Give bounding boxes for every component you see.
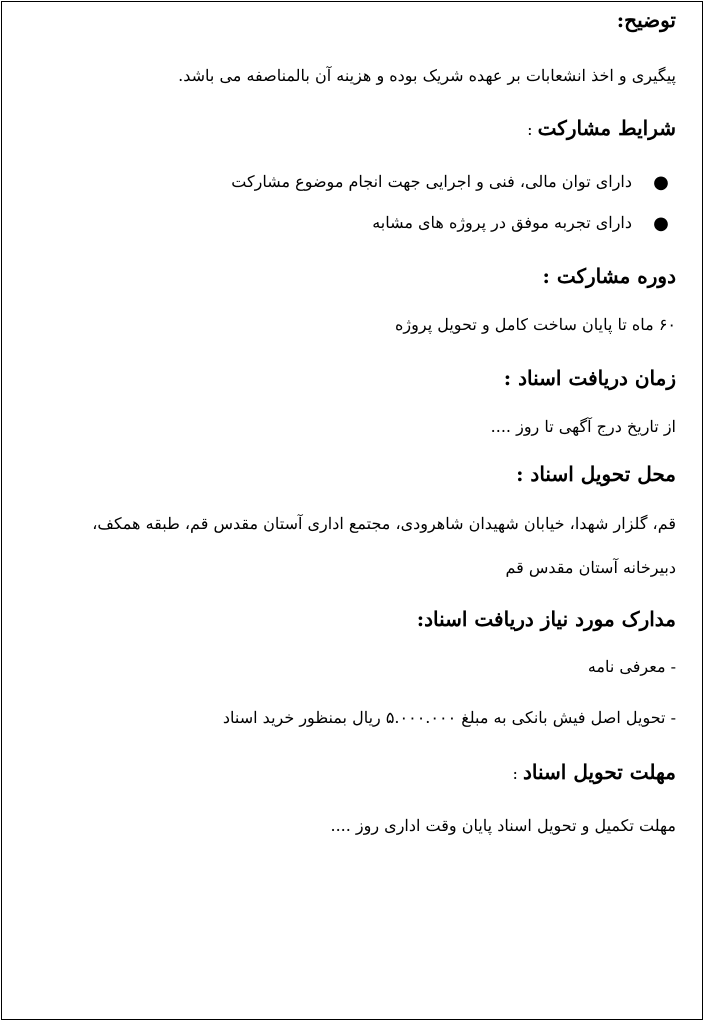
list-item: دارای توان مالی، فنی و اجرایی جهت انجام موضوع مشارکت	[231, 172, 632, 191]
participation-conditions-heading: شرایط مشارکت	[537, 116, 676, 140]
participation-period-heading: دوره مشارکت :	[542, 264, 676, 288]
participation-conditions-heading-line	[527, 116, 676, 140]
document-delivery-place-line2: دبیرخانه آستان مقدس قم	[505, 558, 676, 577]
document-receipt-time-heading: زمان دریافت اسناد :	[503, 366, 676, 390]
participation-period-text: ۶۰ ماه تا پایان ساخت کامل و تحویل پروژه	[395, 315, 676, 334]
document-receipt-time-text: از تاریخ درج آگهی تا روز ....	[490, 417, 676, 436]
document-deadline-text: مهلت تکمیل و تحویل اسناد پایان وقت اداری روز ....	[330, 816, 676, 835]
document-delivery-place-heading: محل تحویل اسناد :	[516, 462, 676, 486]
bullet-icon: ●	[653, 172, 669, 193]
list-item: - معرفی نامه	[587, 657, 676, 676]
required-documents-heading: مدارک مورد نیاز دریافت اسناد:	[416, 607, 676, 631]
description-heading: توضیح:	[616, 8, 676, 32]
list-item: - تحویل اصل فیش بانکی به مبلغ ۵.۰۰۰.۰۰۰ ریال بمنظور خرید اسناد	[222, 708, 676, 727]
document-deadline-heading: مهلت تحویل اسناد	[523, 760, 676, 784]
document-deadline-colon: :	[512, 764, 518, 783]
list-item: دارای تجربه موفق در پروژه های مشابه	[372, 213, 632, 232]
participation-conditions-colon: :	[527, 120, 533, 139]
document-deadline-heading-line	[513, 760, 676, 784]
document-delivery-place-line1: قم، گلزار شهدا، خیابان شهیدان شاهرودی، مجتمع اداری آستان مقدس قم، طبقه همکف،	[92, 514, 676, 533]
document-page	[1, 1, 703, 1020]
bullet-icon: ●	[653, 213, 669, 234]
description-text: پیگیری و اخذ انشعابات بر عهده شریک بوده و هزینه آن بالمناصفه می باشد.	[178, 66, 676, 85]
